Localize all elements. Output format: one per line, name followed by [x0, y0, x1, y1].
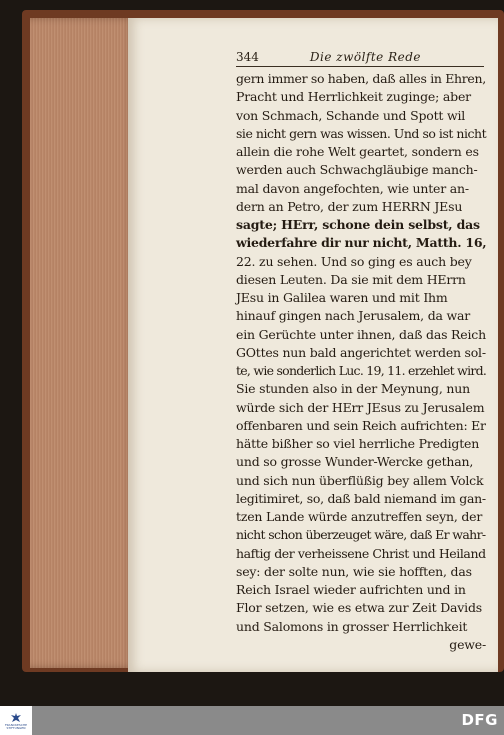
page-edges [30, 18, 136, 668]
text-line: JEsu in Galilea waren und mit Ihm [236, 290, 448, 305]
running-title: Die zwölfte Rede [309, 50, 422, 64]
text-line: wiederfahre dir nur nicht, Matth. 16, [236, 235, 487, 251]
logo-caption: FRANCKESCHE STIFTUNGEN [4, 722, 28, 730]
text-line: Flor setzen, wie es etwa zur Zeit Davids [236, 600, 482, 616]
text-line: gern immer so haben, daß alles in Ehren, [236, 71, 486, 86]
text-line: werden auch Schwachgläubige manch- [236, 162, 478, 178]
page-header [236, 50, 482, 64]
text-line: würde sich der HErr JEsus zu Jerusalem [236, 399, 485, 415]
text-line: tzen Lande würde anzutreffen seyn, der [236, 509, 483, 524]
institution-logo[interactable] [0, 706, 32, 735]
text-line: diesen Leuten. Da sie mit dem HErrn [236, 271, 466, 287]
text-line: nicht schon überzeuget wäre, daß Er wahr- [236, 527, 486, 543]
book-page [128, 18, 498, 672]
text-line: gewe- [449, 636, 486, 652]
text-line: mal davon angefochten, wie unter an- [236, 180, 469, 196]
text-line: offenbaren und sein Reich aufrichten: Er [236, 417, 486, 433]
header-rule [236, 66, 484, 67]
text-line: hätte bißher so viel herrliche Predigten [236, 436, 480, 451]
text-line: te, wie sonderlich Luc. 19, 11. erzehlet wird. [236, 363, 487, 378]
text-line: Pracht und Herrlichkeit zuginge; aber [236, 89, 471, 105]
text-line: legitimiret, so, daß bald niemand im gan- [236, 490, 486, 506]
dfg-logo[interactable]: DFG [461, 711, 498, 729]
text-line: haftig der verheissene Christ und Heiland [236, 545, 486, 561]
text-line: Sie stunden also in der Meynung, nun [236, 381, 470, 397]
text-line: sey: der solte nun, wie sie hofften, das [236, 563, 472, 579]
viewer-footer [0, 706, 504, 735]
text-line: und sich nun überflüßig bey allem Volck [236, 472, 484, 488]
text-line: ein Gerüchte unter ihnen, daß das Reich [236, 326, 486, 342]
text-line: 22. zu sehen. Und so ging es auch bey [236, 253, 472, 269]
text-line: sagte; HErr, schone dein selbst, das [236, 217, 480, 232]
text-line: sie nicht gern was wissen. Und so ist nicht [236, 125, 487, 141]
text-line: dern an Petro, der zum HERRN JEsu [236, 198, 463, 214]
body-text [236, 70, 486, 654]
text-line: und Salomons in grosser Herrlichkeit [236, 618, 468, 634]
text-line: hinauf gingen nach Jerusalem, da war [236, 308, 471, 324]
text-line: Reich Israel wieder aufrichten und in [236, 582, 466, 597]
eagle-icon [10, 712, 22, 724]
text-line: GOttes nun bald angerichtet werden sol- [236, 344, 486, 360]
page-number: 344 [236, 50, 259, 64]
text-line: und so grosse Wunder-Wercke gethan, [236, 454, 474, 470]
text-line: von Schmach, Schande und Spott wil [236, 107, 466, 123]
text-line: allein die rohe Welt geartet, sondern es [236, 144, 479, 159]
